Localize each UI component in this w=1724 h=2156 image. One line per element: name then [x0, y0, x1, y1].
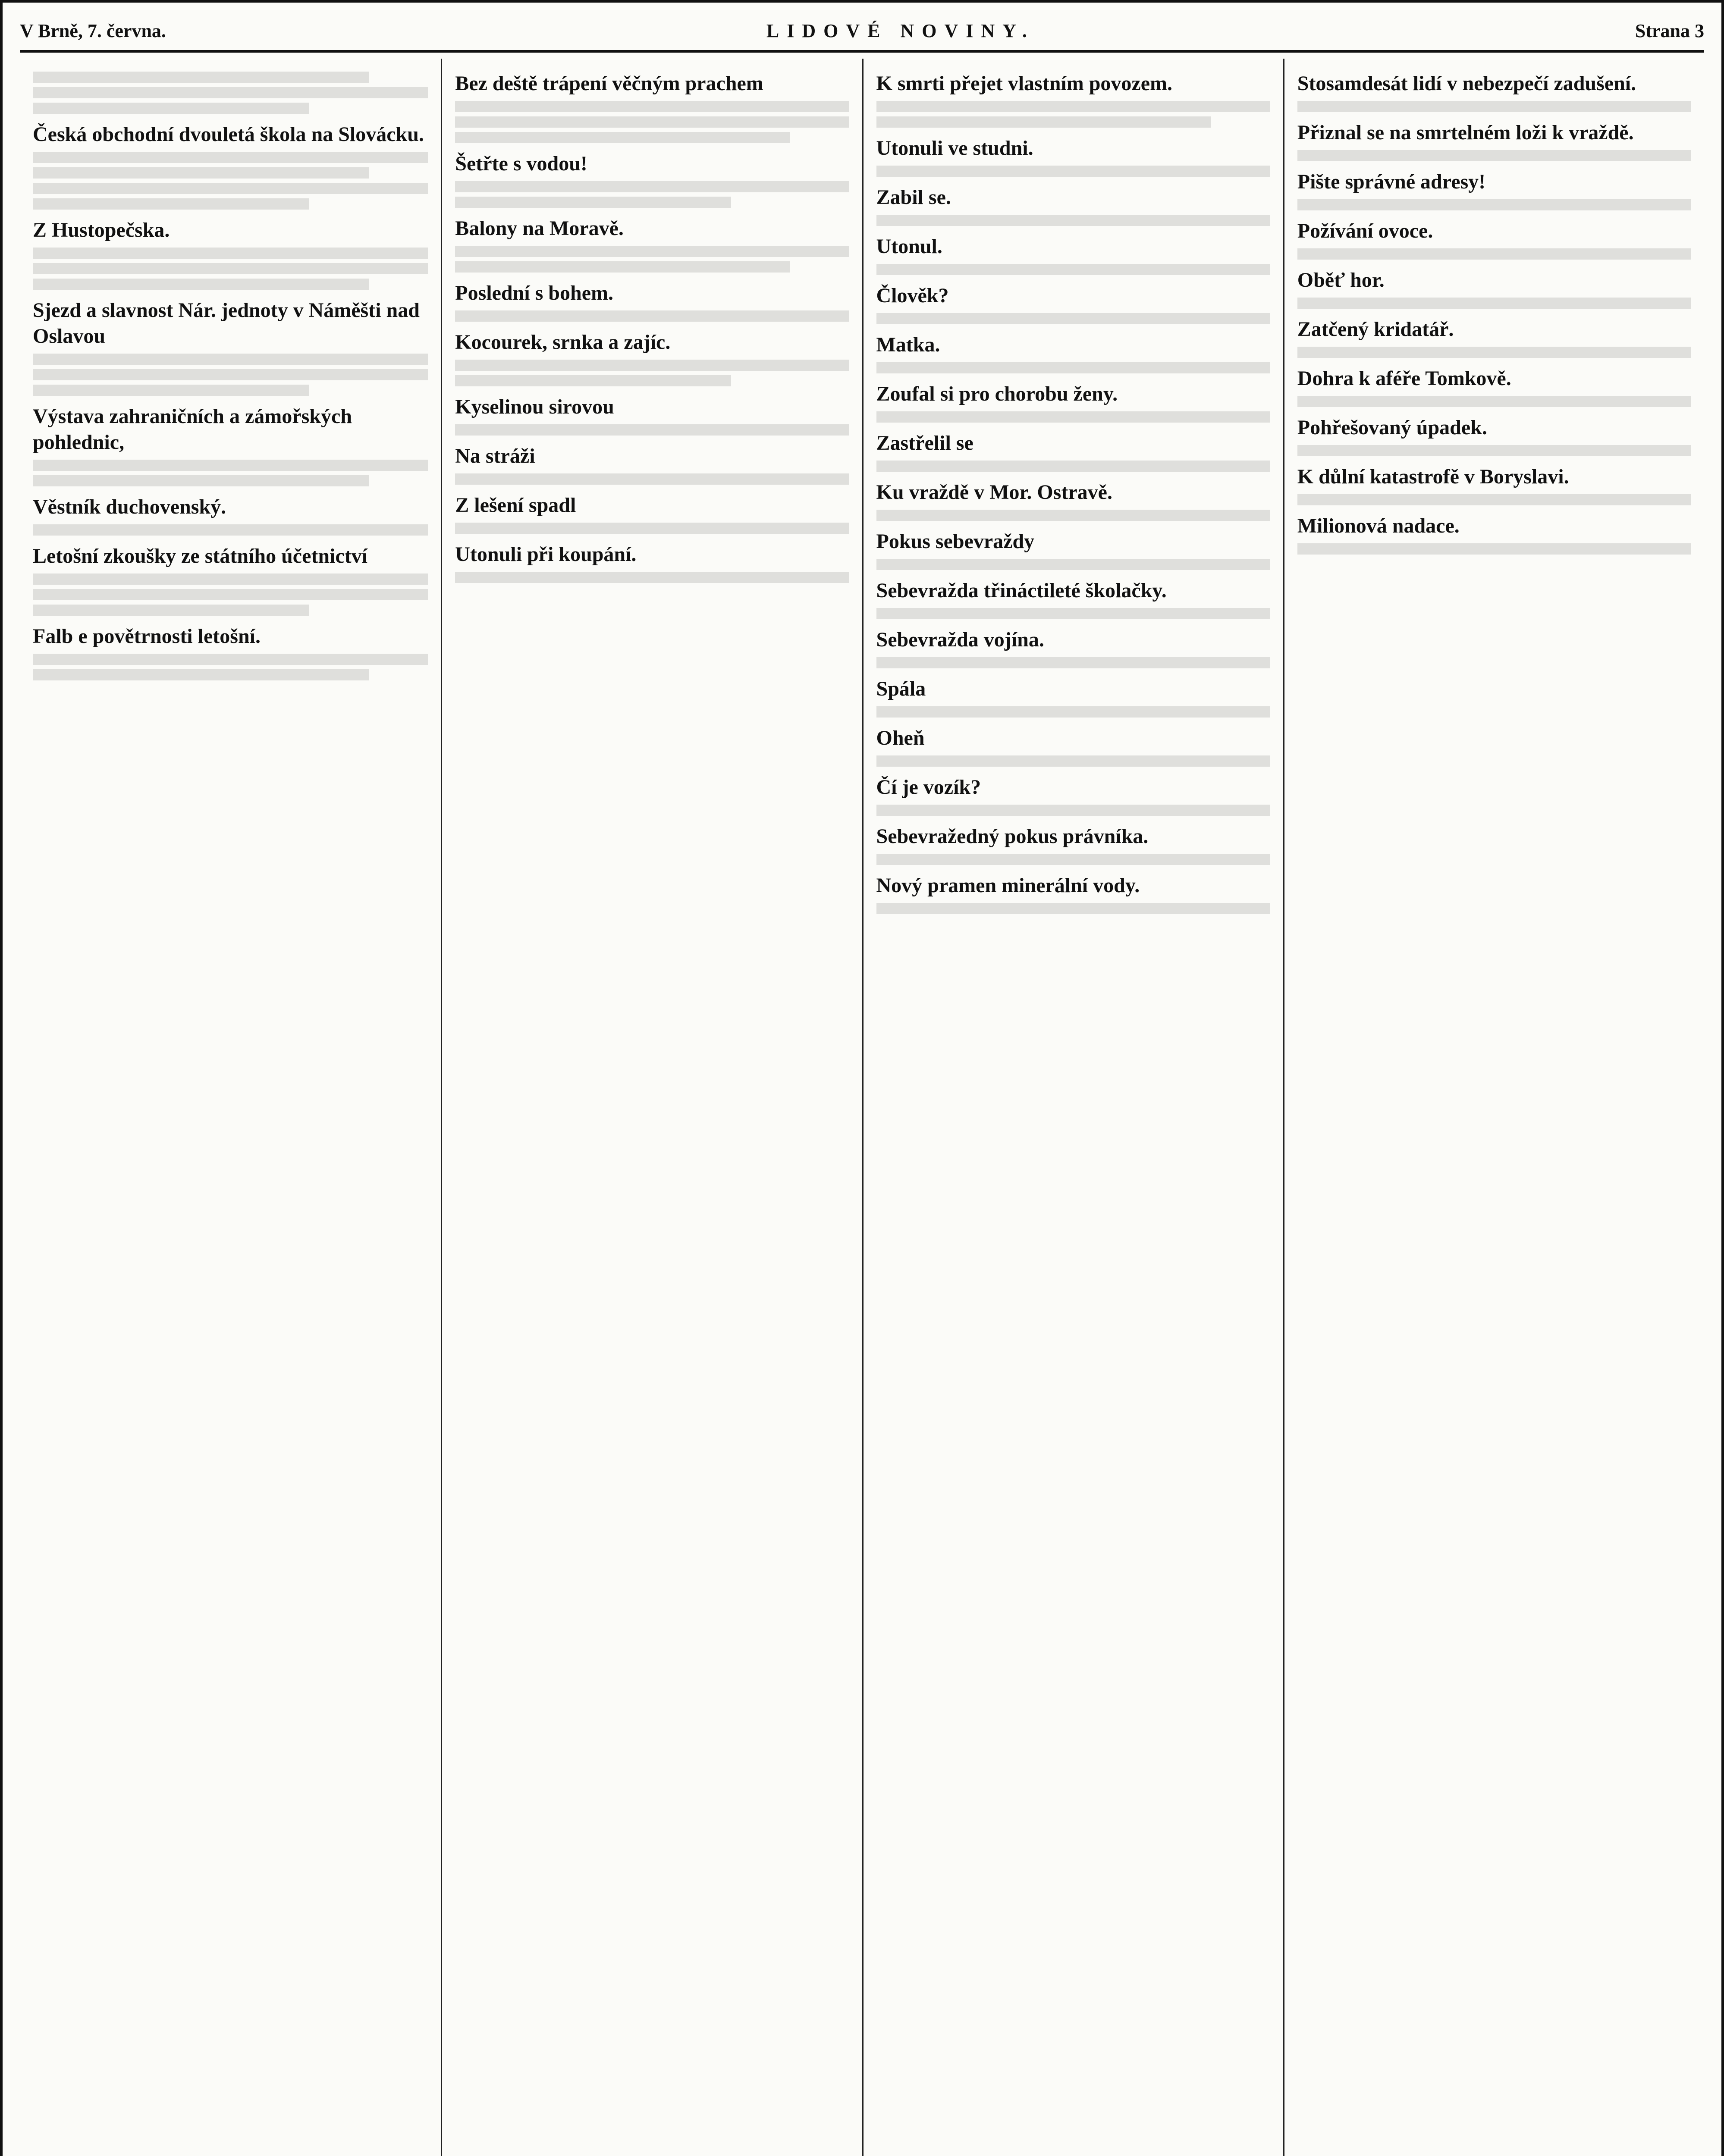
text-line: [876, 805, 1270, 816]
text-line: [1297, 347, 1691, 358]
article: [33, 404, 428, 486]
text-line: [33, 72, 369, 83]
article: [1297, 366, 1691, 407]
article: [876, 234, 1270, 275]
text-line: [876, 166, 1270, 177]
text-line: [33, 183, 428, 194]
article: [876, 873, 1270, 914]
text-line: [876, 461, 1270, 472]
article-headline: Požívání ovoce.: [1297, 219, 1433, 242]
columns: [20, 59, 1704, 2156]
text-line: [33, 475, 369, 486]
article: [876, 332, 1270, 373]
text-line: [876, 854, 1270, 865]
article-headline: Sebevražedný pokus právníka.: [876, 825, 1149, 848]
article-headline: Stosamdesát lidí v nebezpečí zadušení.: [1297, 72, 1636, 95]
column-2: [441, 59, 862, 2156]
text-line: [33, 279, 369, 290]
text-line: [455, 572, 849, 583]
article: [1297, 218, 1691, 260]
text-line: [1297, 150, 1691, 161]
article-headline: Zatčený kridatář.: [1297, 318, 1454, 341]
text-line: [876, 706, 1270, 718]
page-header: [20, 11, 1704, 50]
article-headline: Pokus sebevraždy: [876, 530, 1035, 553]
article-headline: Falb e povětrnosti letošní.: [33, 625, 261, 648]
article: [455, 280, 849, 322]
text-line: [455, 310, 849, 322]
text-line: [33, 589, 428, 600]
article-headline: Kocourek, srnka a zajíc.: [455, 331, 671, 354]
header-left: V Brně, 7. června.: [20, 20, 166, 41]
article-headline: K důlní katastrofě v Boryslavi.: [1297, 465, 1569, 488]
text-line: [33, 167, 369, 179]
text-line: [876, 101, 1270, 112]
column-3: [862, 59, 1283, 2156]
article-headline: Pohřešovaný úpadek.: [1297, 416, 1487, 439]
article-headline: Pište správné adresy!: [1297, 170, 1486, 193]
text-line: [455, 132, 790, 143]
text-line: [33, 263, 428, 274]
article-headline: Česká obchodní dvouletá škola na Slovácku.: [33, 123, 424, 146]
text-line: [1297, 101, 1691, 112]
text-line: [455, 261, 790, 273]
article: [455, 542, 849, 583]
article: [876, 725, 1270, 767]
article: [33, 298, 428, 396]
article: [33, 494, 428, 536]
text-line: [876, 215, 1270, 226]
article: [1297, 120, 1691, 161]
article-headline: Člověk?: [876, 284, 949, 307]
article-headline: Sjezd a slavnost Nár. jednoty v Náměšti nad Oslavou: [33, 299, 420, 348]
article-headline: Věstník duchovenský.: [33, 495, 226, 518]
article-headline: Balony na Moravě.: [455, 217, 624, 240]
text-line: [876, 411, 1270, 423]
article-headline: Šetřte s vodou!: [455, 152, 587, 175]
article-headline: Sebevražda třináctileté školačky.: [876, 579, 1167, 602]
article-headline: Milionová nadace.: [1297, 514, 1460, 537]
article: [455, 71, 849, 143]
header-center: LIDOVÉ NOVINY.: [766, 20, 1035, 41]
article: [876, 430, 1270, 472]
text-line: [1297, 445, 1691, 456]
text-line: [33, 87, 428, 98]
text-line: [33, 198, 309, 210]
text-line: [876, 608, 1270, 619]
article: [455, 329, 849, 386]
text-line: [455, 101, 849, 112]
text-line: [33, 103, 309, 114]
article-headline: Sebevražda vojína.: [876, 628, 1044, 651]
column-4: [1283, 59, 1704, 2156]
article: [1297, 169, 1691, 210]
article: [33, 217, 428, 290]
article: [1297, 464, 1691, 505]
article-headline: Spála: [876, 677, 926, 700]
text-line: [33, 152, 428, 163]
article-headline: Poslední s bohem.: [455, 282, 613, 304]
article: [33, 543, 428, 616]
article: [1297, 71, 1691, 112]
text-line: [1297, 248, 1691, 260]
article: [876, 283, 1270, 324]
text-line: [455, 360, 849, 371]
article: [876, 676, 1270, 718]
text-line: [876, 903, 1270, 914]
text-line: [876, 362, 1270, 373]
article: [876, 479, 1270, 521]
text-line: [1297, 494, 1691, 505]
text-line: [33, 573, 428, 585]
text-line: [33, 460, 428, 471]
article-headline: Utonul.: [876, 235, 942, 258]
text-line: [876, 510, 1270, 521]
article: [876, 381, 1270, 423]
text-line: [33, 669, 369, 680]
header-rule: [20, 50, 1704, 53]
text-line: [876, 657, 1270, 668]
article-headline: Na stráži: [455, 445, 535, 467]
article: [876, 627, 1270, 668]
article-headline: Výstava zahraničních a zámořských pohlednic,: [33, 405, 352, 454]
article: [455, 492, 849, 534]
article-headline: Oheň: [876, 727, 925, 749]
article: [876, 824, 1270, 865]
article: [455, 216, 849, 273]
article-headline: Dohra k aféře Tomkově.: [1297, 367, 1511, 390]
article-headline: Z lešení spadl: [455, 494, 576, 517]
text-line: [1297, 396, 1691, 407]
text-line: [33, 369, 428, 380]
article: [876, 185, 1270, 226]
article: [1297, 415, 1691, 456]
article: [876, 529, 1270, 570]
article-headline: Čí je vozík?: [876, 776, 981, 799]
article-headline: Nový pramen minerální vody.: [876, 874, 1140, 897]
article-headline: Utonuli ve studni.: [876, 137, 1033, 160]
text-line: [33, 524, 428, 536]
article-headline: Oběť hor.: [1297, 269, 1385, 291]
text-line: [1297, 543, 1691, 555]
text-line: [455, 197, 731, 208]
text-line: [455, 473, 849, 485]
article-headline: Zabil se.: [876, 186, 951, 209]
text-line: [876, 559, 1270, 570]
article-headline: Ku vraždě v Mor. Ostravě.: [876, 481, 1112, 504]
text-line: [455, 375, 731, 386]
text-line: [33, 385, 309, 396]
article-headline: Zastřelil se: [876, 432, 973, 454]
text-line: [455, 181, 849, 192]
article: [876, 71, 1270, 128]
text-line: [876, 264, 1270, 275]
article-headline: Přiznal se na smrtelném loži k vraždě.: [1297, 121, 1634, 144]
article: [455, 443, 849, 485]
article: [1297, 513, 1691, 555]
text-line: [455, 424, 849, 436]
text-line: [33, 654, 428, 665]
article-headline: Kyselinou sirovou: [455, 395, 614, 418]
article: [1297, 267, 1691, 309]
article: [1297, 317, 1691, 358]
article-headline: Bez deště trápení věčným prachem: [455, 72, 763, 95]
text-line: [455, 246, 849, 257]
header-right: Strana 3: [1635, 20, 1704, 41]
text-line: [455, 523, 849, 534]
article: [455, 151, 849, 208]
text-line: [876, 755, 1270, 767]
article-headline: Matka.: [876, 333, 940, 356]
article: [876, 774, 1270, 816]
text-line: [1297, 199, 1691, 210]
text-line: [455, 116, 849, 128]
text-line: [33, 605, 309, 616]
text-line: [876, 116, 1211, 128]
article-headline: Letošní zkoušky ze státního účetnictví: [33, 545, 368, 567]
text-line: [876, 313, 1270, 324]
article-headline: Zoufal si pro chorobu ženy.: [876, 382, 1118, 405]
column-1: [20, 59, 441, 2156]
article-headline: Z Hustopečska.: [33, 219, 170, 241]
article: [33, 624, 428, 680]
article: [876, 578, 1270, 619]
article: [455, 394, 849, 436]
article-headline: K smrti přejet vlastním povozem.: [876, 72, 1173, 95]
text-line: [33, 354, 428, 365]
article: [876, 135, 1270, 177]
article: [33, 72, 428, 114]
article-headline: Utonuli při koupání.: [455, 543, 637, 566]
text-line: [1297, 298, 1691, 309]
text-line: [33, 248, 428, 259]
article: [33, 122, 428, 210]
